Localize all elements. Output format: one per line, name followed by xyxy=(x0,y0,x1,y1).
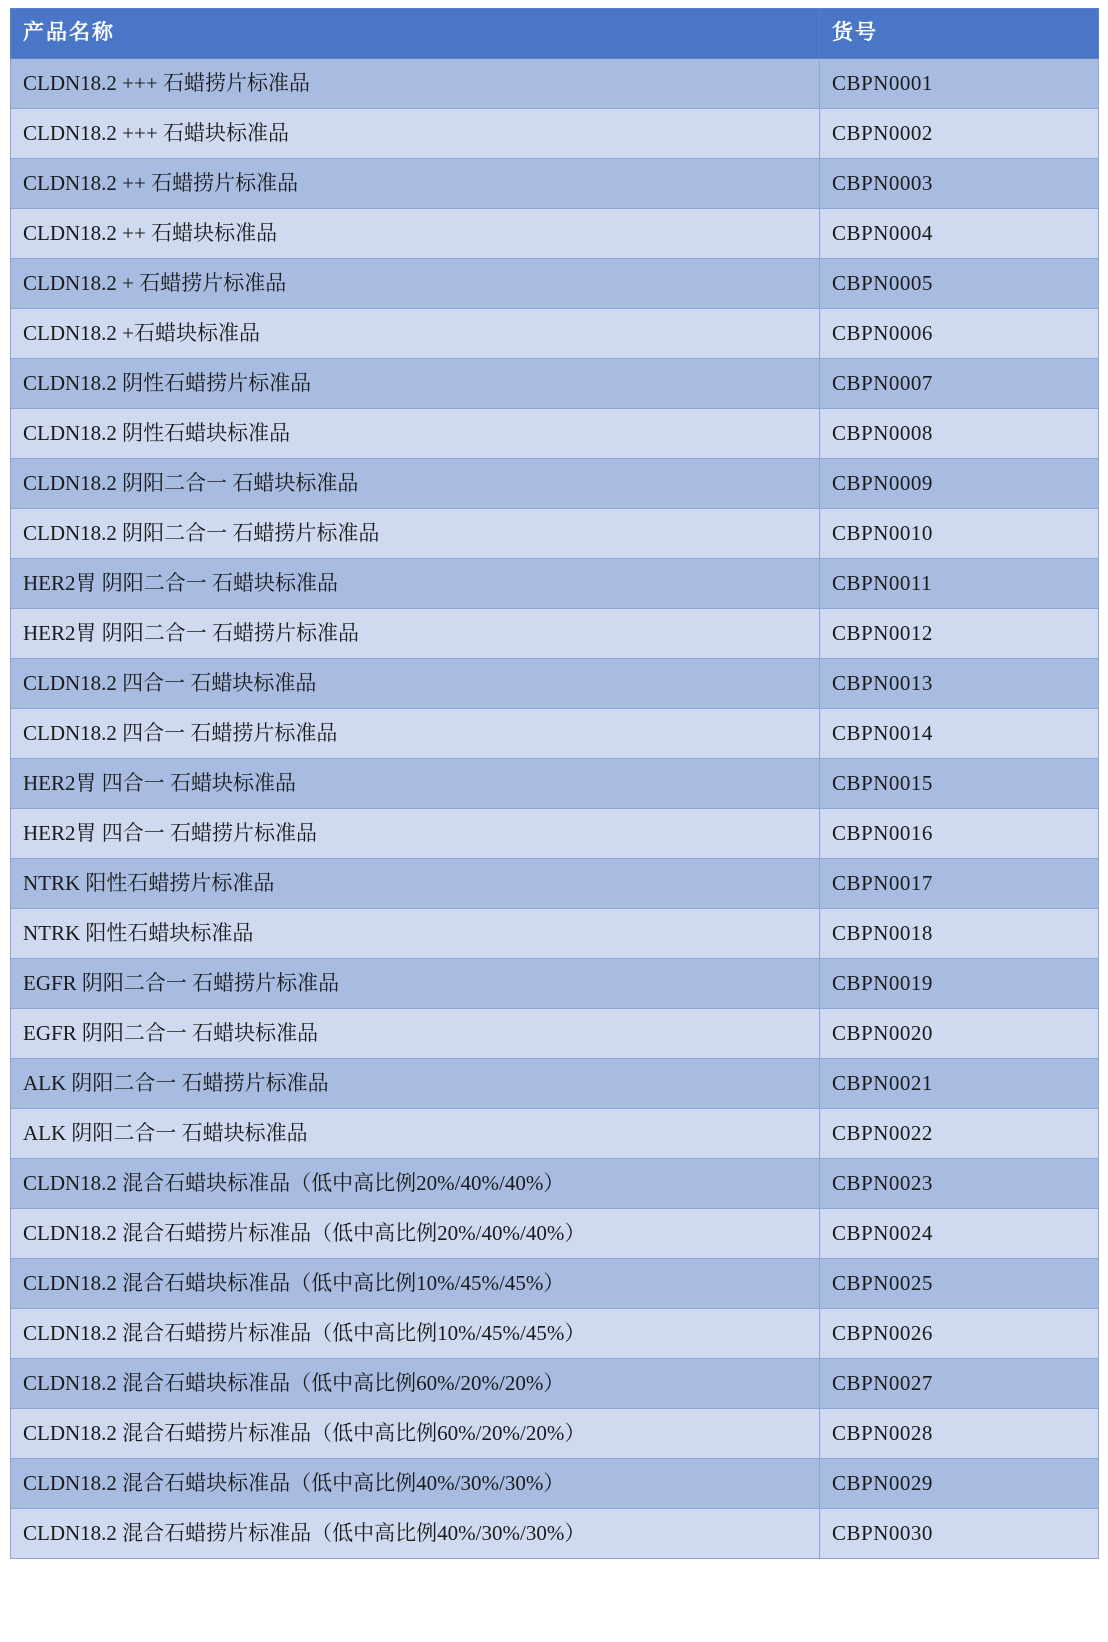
table-row xyxy=(11,109,1099,159)
cell-product-name: HER2胃 四合一 石蜡捞片标准品 xyxy=(11,809,820,859)
table-row xyxy=(11,1259,1099,1309)
cell-item-code: CBPN0025 xyxy=(820,1259,1099,1309)
cell-item-code: CBPN0001 xyxy=(820,59,1099,109)
table-row xyxy=(11,1359,1099,1409)
table-row xyxy=(11,1459,1099,1509)
cell-item-code: CBPN0018 xyxy=(820,909,1099,959)
cell-item-code: CBPN0010 xyxy=(820,509,1099,559)
cell-product-name: CLDN18.2 +++ 石蜡捞片标准品 xyxy=(11,59,820,109)
table-row xyxy=(11,1309,1099,1359)
cell-item-code: CBPN0006 xyxy=(820,309,1099,359)
cell-item-code: CBPN0019 xyxy=(820,959,1099,1009)
cell-product-name: CLDN18.2 混合石蜡捞片标准品（低中高比例10%/45%/45%） xyxy=(11,1309,820,1359)
cell-item-code: CBPN0021 xyxy=(820,1059,1099,1109)
table-row xyxy=(11,359,1099,409)
table-row xyxy=(11,759,1099,809)
table-row xyxy=(11,609,1099,659)
cell-product-name: HER2胃 四合一 石蜡块标准品 xyxy=(11,759,820,809)
cell-item-code: CBPN0012 xyxy=(820,609,1099,659)
cell-product-name: ALK 阴阳二合一 石蜡块标准品 xyxy=(11,1109,820,1159)
table-row xyxy=(11,959,1099,1009)
table-row xyxy=(11,1009,1099,1059)
cell-product-name: HER2胃 阴阳二合一 石蜡块标准品 xyxy=(11,559,820,609)
table-row xyxy=(11,709,1099,759)
cell-item-code: CBPN0027 xyxy=(820,1359,1099,1409)
column-header-product-name: 产品名称 xyxy=(11,9,820,59)
cell-product-name: CLDN18.2 ++ 石蜡块标准品 xyxy=(11,209,820,259)
cell-product-name: NTRK 阳性石蜡捞片标准品 xyxy=(11,859,820,909)
cell-item-code: CBPN0002 xyxy=(820,109,1099,159)
table-body xyxy=(11,59,1099,1559)
cell-item-code: CBPN0013 xyxy=(820,659,1099,709)
cell-item-code: CBPN0009 xyxy=(820,459,1099,509)
cell-item-code: CBPN0008 xyxy=(820,409,1099,459)
cell-product-name: CLDN18.2 +++ 石蜡块标准品 xyxy=(11,109,820,159)
cell-product-name: HER2胃 阴阳二合一 石蜡捞片标准品 xyxy=(11,609,820,659)
cell-product-name: CLDN18.2 混合石蜡块标准品（低中高比例20%/40%/40%） xyxy=(11,1159,820,1209)
cell-item-code: CBPN0011 xyxy=(820,559,1099,609)
table-row xyxy=(11,509,1099,559)
table-row xyxy=(11,1159,1099,1209)
cell-product-name: CLDN18.2 阴阳二合一 石蜡块标准品 xyxy=(11,459,820,509)
cell-item-code: CBPN0005 xyxy=(820,259,1099,309)
cell-product-name: EGFR 阴阳二合一 石蜡捞片标准品 xyxy=(11,959,820,1009)
table-row xyxy=(11,1109,1099,1159)
cell-product-name: CLDN18.2 四合一 石蜡捞片标准品 xyxy=(11,709,820,759)
cell-product-name: CLDN18.2 混合石蜡捞片标准品（低中高比例20%/40%/40%） xyxy=(11,1209,820,1259)
table-row xyxy=(11,459,1099,509)
table-row xyxy=(11,1509,1099,1559)
cell-item-code: CBPN0022 xyxy=(820,1109,1099,1159)
cell-item-code: CBPN0028 xyxy=(820,1409,1099,1459)
cell-product-name: CLDN18.2 混合石蜡块标准品（低中高比例10%/45%/45%） xyxy=(11,1259,820,1309)
cell-product-name: CLDN18.2 混合石蜡块标准品（低中高比例40%/30%/30%） xyxy=(11,1459,820,1509)
cell-item-code: CBPN0017 xyxy=(820,859,1099,909)
product-table xyxy=(10,8,1099,1559)
table-row xyxy=(11,1409,1099,1459)
table-row xyxy=(11,1059,1099,1109)
cell-product-name: CLDN18.2 +石蜡块标准品 xyxy=(11,309,820,359)
cell-product-name: CLDN18.2 混合石蜡捞片标准品（低中高比例40%/30%/30%） xyxy=(11,1509,820,1559)
table-row xyxy=(11,259,1099,309)
cell-item-code: CBPN0029 xyxy=(820,1459,1099,1509)
table-row xyxy=(11,859,1099,909)
table-row xyxy=(11,809,1099,859)
table-row xyxy=(11,909,1099,959)
cell-item-code: CBPN0003 xyxy=(820,159,1099,209)
cell-item-code: CBPN0024 xyxy=(820,1209,1099,1259)
cell-product-name: CLDN18.2 阴性石蜡块标准品 xyxy=(11,409,820,459)
column-header-item-code: 货号 xyxy=(820,9,1099,59)
cell-item-code: CBPN0007 xyxy=(820,359,1099,409)
table-row xyxy=(11,659,1099,709)
cell-product-name: CLDN18.2 阴阳二合一 石蜡捞片标准品 xyxy=(11,509,820,559)
cell-item-code: CBPN0020 xyxy=(820,1009,1099,1059)
table-row xyxy=(11,309,1099,359)
cell-item-code: CBPN0014 xyxy=(820,709,1099,759)
cell-item-code: CBPN0030 xyxy=(820,1509,1099,1559)
table-row xyxy=(11,209,1099,259)
table-header-row xyxy=(11,9,1099,59)
table-row xyxy=(11,409,1099,459)
cell-item-code: CBPN0026 xyxy=(820,1309,1099,1359)
cell-product-name: CLDN18.2 ++ 石蜡捞片标准品 xyxy=(11,159,820,209)
table-row xyxy=(11,1209,1099,1259)
cell-product-name: CLDN18.2 + 石蜡捞片标准品 xyxy=(11,259,820,309)
cell-item-code: CBPN0016 xyxy=(820,809,1099,859)
cell-product-name: CLDN18.2 阴性石蜡捞片标准品 xyxy=(11,359,820,409)
table-header xyxy=(11,9,1099,59)
table-row xyxy=(11,59,1099,109)
cell-product-name: EGFR 阴阳二合一 石蜡块标准品 xyxy=(11,1009,820,1059)
cell-item-code: CBPN0023 xyxy=(820,1159,1099,1209)
cell-product-name: NTRK 阳性石蜡块标准品 xyxy=(11,909,820,959)
table-row xyxy=(11,559,1099,609)
cell-product-name: CLDN18.2 四合一 石蜡块标准品 xyxy=(11,659,820,709)
cell-item-code: CBPN0015 xyxy=(820,759,1099,809)
cell-product-name: ALK 阴阳二合一 石蜡捞片标准品 xyxy=(11,1059,820,1109)
cell-product-name: CLDN18.2 混合石蜡捞片标准品（低中高比例60%/20%/20%） xyxy=(11,1409,820,1459)
table-row xyxy=(11,159,1099,209)
cell-item-code: CBPN0004 xyxy=(820,209,1099,259)
cell-product-name: CLDN18.2 混合石蜡块标准品（低中高比例60%/20%/20%） xyxy=(11,1359,820,1409)
